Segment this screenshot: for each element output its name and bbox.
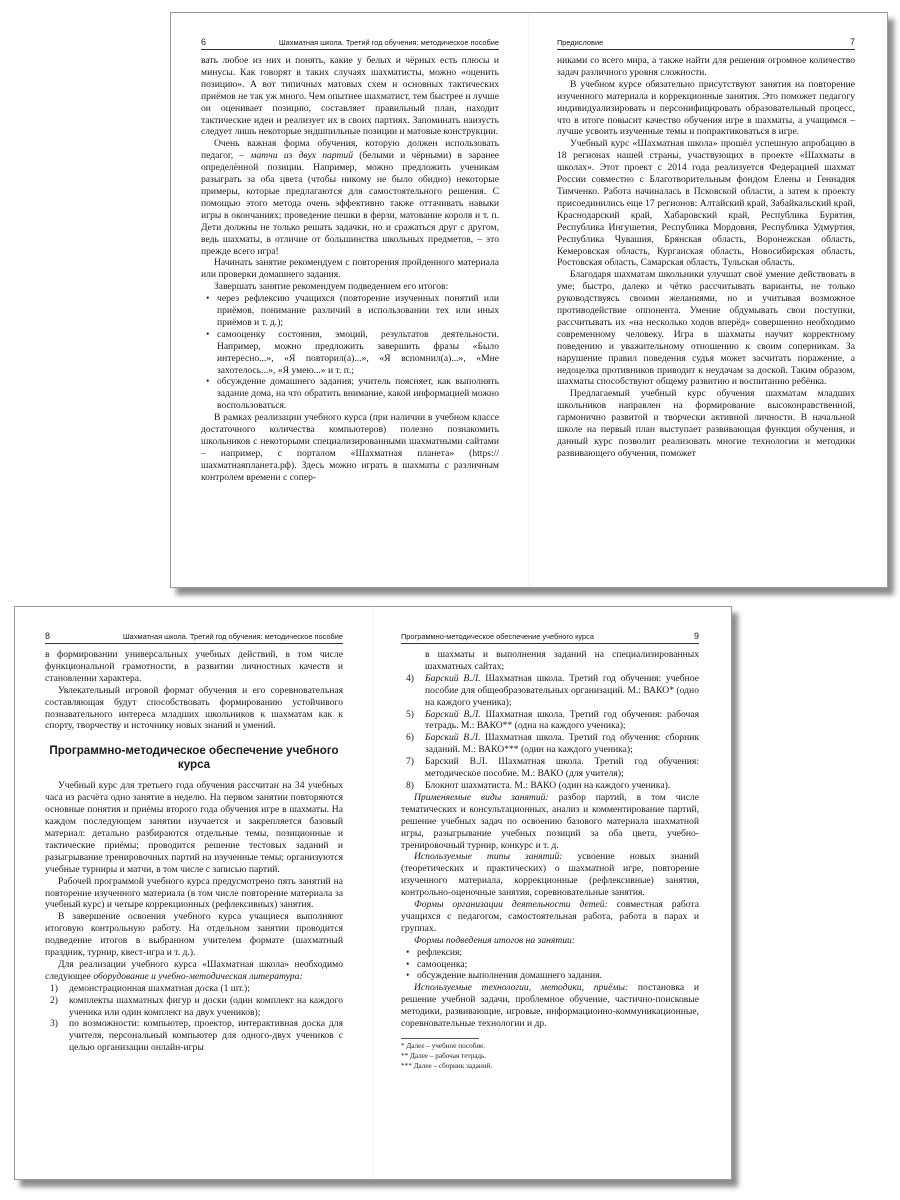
body-text	[557, 55, 855, 460]
list-item: 8) Блокнот шахматиста. М.: ВАКО (один на каждого ученика).	[406, 779, 671, 791]
paragraph: в формировании универсальных учебных действий, в том числе функциональной грамотности, в развитии личностных качеств и становлении характера.	[45, 649, 343, 684]
list-item: • самооценка;	[417, 959, 699, 971]
running-header	[557, 37, 855, 50]
page-number: 8	[45, 631, 51, 641]
page-6	[201, 37, 499, 484]
bottom-spread	[14, 606, 732, 1180]
list-item: • рефлексия;	[417, 947, 699, 959]
running-header	[401, 631, 699, 644]
paragraph: Формы организации деятельности детей: совместная работа учащихся с педагогом, самостоятельная работа, работа в парах и группах.	[401, 899, 699, 934]
running-header-title: Программно-методическое обеспечение учебного курса	[401, 632, 594, 641]
paragraph: Очень важная форма обучения, которую должен использовать педагог, – матчи из двух партий (белыми и чёрными) в заранее определённой позиции. Например, можно предложить ученикам разыграть за оба цвета (чтобы никому не было обидно) некоторые примеры, которые предлагаются для самостоятельного решения. С помощью этого метода очень эффективно также оттачивать навыки игры в окончаниях; проведение пешки в ферзи, матование короля и т. п. Дети должны не только решать задачки, но и сражаться друг с другом, ведь шахматы, в отличие от большинства школьных предметов, – это прежде всего игра!	[201, 138, 499, 257]
paragraph: В завершение освоения учебного курса учащиеся выполняют итоговую контрольную работу. На отдельном занятии проводится подведение итогов в выбранном учителем формате (шахматный праздник, турнир, квест-игра и т. д.).	[45, 911, 343, 959]
paragraph: Рабочей программой учебного курса предусмотрено пять занятий на повторение изученного материала (в том числе повторение материала за учебный курс) и четыре коррекционных (рефлексивных) занятия.	[45, 875, 343, 911]
list-item: 6) Барский В.Л. Шахматная школа. Третий год обучения: сборник заданий. М.: ВАКО*** (один на каждого ученика);	[406, 732, 699, 756]
spine-fold	[528, 13, 530, 587]
list-item: • обсуждение выполнения домашнего задания.	[417, 970, 699, 982]
numbered-list	[401, 649, 699, 792]
page-number: 6	[201, 37, 207, 47]
paragraph: вать любое из них и понять, какие у белых и чёрных есть плюсы и минусы. Как говорят в таких случаях шахматисты, можно «оценить позицию». А вот типичных матовых схем и основных тактических приёмов не так уж много. Чем опытнее шахматист, тем быстрее и лучше он оценивает позицию, составляет правильный план, находит тактические идеи и реализует их в своих партиях. Запоминать наизусть следует лишь некоторые эндшпильные позиции и матовые конструкции.	[201, 55, 499, 138]
spine-fold	[372, 607, 374, 1179]
footnote-rule	[401, 1038, 479, 1039]
running-header-title: Шахматная школа. Третий год обучения: методическое пособие	[122, 632, 343, 641]
page-9	[401, 631, 699, 1072]
body-text	[45, 649, 343, 1054]
page-number: 9	[693, 631, 699, 641]
emphasis-text: матчи из двух партий	[250, 150, 353, 162]
page-7	[557, 37, 855, 460]
top-spread	[170, 12, 888, 588]
list-item: 3) по возможности: компьютер, проектор, интерактивная доска для учителя, персональный компьютер для одного-двух учеников с целью организации онлайн-игры	[50, 1018, 343, 1054]
page-number: 7	[849, 37, 855, 47]
numbered-list	[45, 983, 343, 1054]
paragraph: Учебный курс «Шахматная школа» прошёл успешную апробацию в 18 регионах нашей страны, участвующих в проекте «Шахматы в школах». Этот проект с 2014 года реализуется Федерацией шахмат России совместно с Благотворительным фондом Елены и Геннадия Тимченко. Работа начиналась в Псковской области, а затем к проекту присоединились еще 17 регионов: Алтайский край, Забайкальский край, Краснодарский край, Хабаровский край, Республика Бурятия, Республика Ингушетия, Республика Мордовия, Республика Удмуртия, Республика Чувашия, Брянская область, Воронежская область, Кемеровская область, Курганская область, Новосибирская область, Ростовская область, Самарская область, Тульская область.	[557, 138, 855, 269]
paragraph: Увлекательный игровой формат обучения и его соревновательная составляющая будут способствовать формированию устойчивого познавательного интереса младших школьников к шахматам как к спорту, творчеству и источнику новых знаний и умений.	[45, 684, 343, 732]
list-item: 7) Барский В.Л. Шахматная школа. Третий год обучения: методическое пособие. М.: ВАКО (для учителя);	[406, 756, 699, 780]
footnote: * Далее – учебное пособие.	[401, 1042, 486, 1050]
list-item-continued: в шахматы и выполнения заданий на специализированных шахматных сайтах;	[425, 649, 699, 672]
paragraph: Используемые технологии, методики, приёмы: постановка и решение учебной задачи, проблемное обучение, частично-поисковые методики, развивающие, игровые, информационно-коммуникационные, соревновательные технологии и др.	[401, 982, 699, 1030]
running-header-title: Предисловие	[557, 38, 604, 47]
list-item: 1) демонстрационная шахматная доска (1 шт.);	[50, 982, 250, 994]
paragraph: В учебном курсе обязательно присутствуют занятия на повторение изученного материала и коррекционные занятия. Это поможет педагогу индивидуализировать и персонифицировать образовательный процесс, что в итоге повысит качество обучения игре в шахматы, а учащимся – лучше усвоить изученные темы и попрактиковаться в игре.	[557, 78, 855, 138]
page-8	[45, 631, 343, 1054]
paragraph: Начинать занятие рекомендуем с повторения пройденного материала или проверки домашнего задания.	[201, 257, 499, 281]
list-item: • самооценку состояния, эмоций, результатов деятельности. Например, можно предложить завершить фразы «Было интересно...», «Я повторил(а)...», «Я вспомнил(а)...», «Мне захотелось...», «Я умею...» и т. п.;	[217, 329, 499, 377]
paragraph: Для реализации учебного курса «Шахматная школа» необходимо следующее оборудование и учебно-методическая литература:	[45, 958, 343, 982]
body-text	[201, 55, 499, 484]
running-header	[201, 37, 499, 50]
list-item: • обсуждение домашнего задания; учитель поясняет, как выполнять задание дома, на что обратить внимание, какой информацией можно воспользоваться.	[217, 376, 499, 412]
paragraph: Благодаря шахматам школьники улучшат своё умение действовать в уме; быстро, далеко и чётко рассчитывать варианты, не только руководствуясь своими желаниями, но и учитывая возможное противодействие оппонента. Умение обдумывать свои поступки, рассчитывать их «на несколько ходов вперёд» совершенно необходимо современному человеку. Игра в шахматы научит корректному поведению и уважительному отношению к своим соперникам. За нарушение правил поведения судья может засчитать поражение, а недоцелка противников приводит к неудачам за доской. Таким образом, шахматы способствуют общему развитию и воспитанию ребёнка.	[557, 269, 855, 388]
paragraph: никами со всего мира, а также найти для решения огромное количество задач различного уровня сложности.	[557, 55, 855, 78]
paragraph: Учебный курс для третьего года обучения рассчитан на 34 учебных часа из расчёта одно занятие в неделю. На первом занятии повторяются основные понятия и приёмы второго года обучения игре в шахматы. На каждом последующем занятии изучается и закрепляется базовый материал: детально разбираются отдельные темы, позиционные и тактические приёмы; проводится решение тестовых заданий и разыгрывание тренировочных партий на изученные темы; организуются учебные турниры и матчи, в том числе с записью партий.	[45, 780, 343, 875]
paragraph: Применяемые виды занятий: разбор партий, в том числе тематических и консультационных, анализ и комментирование партий, решение учебных задач по освоению базового материала шахматной игры, разыгрывание учебных позиций за оба цвета, учебно-тренировочный турнир, конкурс и т. д.	[401, 791, 699, 851]
emphasis-text: оборудование и учебно-методическая литература:	[93, 970, 303, 982]
paragraph: Формы подведения итогов на занятии:	[414, 934, 576, 946]
list-item: 5) Барский В.Л. Шахматная школа. Третий год обучения: рабочая тетрадь. М.: ВАКО** (одна на каждого ученика);	[406, 708, 699, 732]
paragraph: Завершать занятие рекомендуем подведением его итогов:	[214, 281, 449, 293]
footnote: *** Далее – сборник заданий.	[401, 1062, 493, 1071]
paragraph: Используемые типы занятий: усвоение новых знаний (теоретических и практических) о шахматной игре, повторение изученного материала, коррекционные (рефлексивные) занятия, контрольно-оценочные занятия, соревновательные занятия.	[401, 851, 699, 899]
list-item: • через рефлексию учащихся (повторение изученных понятий или приёмов, понимание различий в использовании тех или иных приёмов и т. д.);	[217, 293, 499, 329]
running-header-title: Шахматная школа. Третий год обучения: методическое пособие	[278, 38, 499, 47]
paragraph: Предлагаемый учебный курс обучения шахматам младших школьников направлен на формирование высоконравственной, гармонично развитой и творчески активной личности. В начальной школе на первый план выступает развивающая функция обучения, и данный курс позволит реализовать многие технологии и методики развивающего обучения, поможет	[557, 388, 855, 459]
list-item: 2) комплекты шахматных фигур и доски (один комплект на каждого ученика или один комплект на двух учеников);	[50, 994, 343, 1018]
footnote: ** Далее – рабочая тетрадь.	[401, 1052, 487, 1061]
section-heading: Программно-методическое обеспечение учебного курса	[49, 744, 339, 771]
running-header	[45, 631, 343, 644]
paragraph: В рамках реализации учебного курса (при наличии в учебном классе достаточного количества компьютеров) полезно познакомить школьников с некоторыми специализированными шахматными сайтами – например, с порталом «Шахматная планета» (https://шахматнаяпланета.рф). Здесь можно играть в шахматы с различным контролем времени с сопер-	[201, 412, 499, 483]
bullet-list	[401, 947, 699, 983]
body-text	[401, 649, 699, 1072]
bullet-list	[201, 293, 499, 412]
list-item: 4) Барский В.Л. Шахматная школа. Третий год обучения: учебное пособие для общеобразовательных организаций. М.: ВАКО* (одно на каждого ученика);	[406, 672, 699, 708]
